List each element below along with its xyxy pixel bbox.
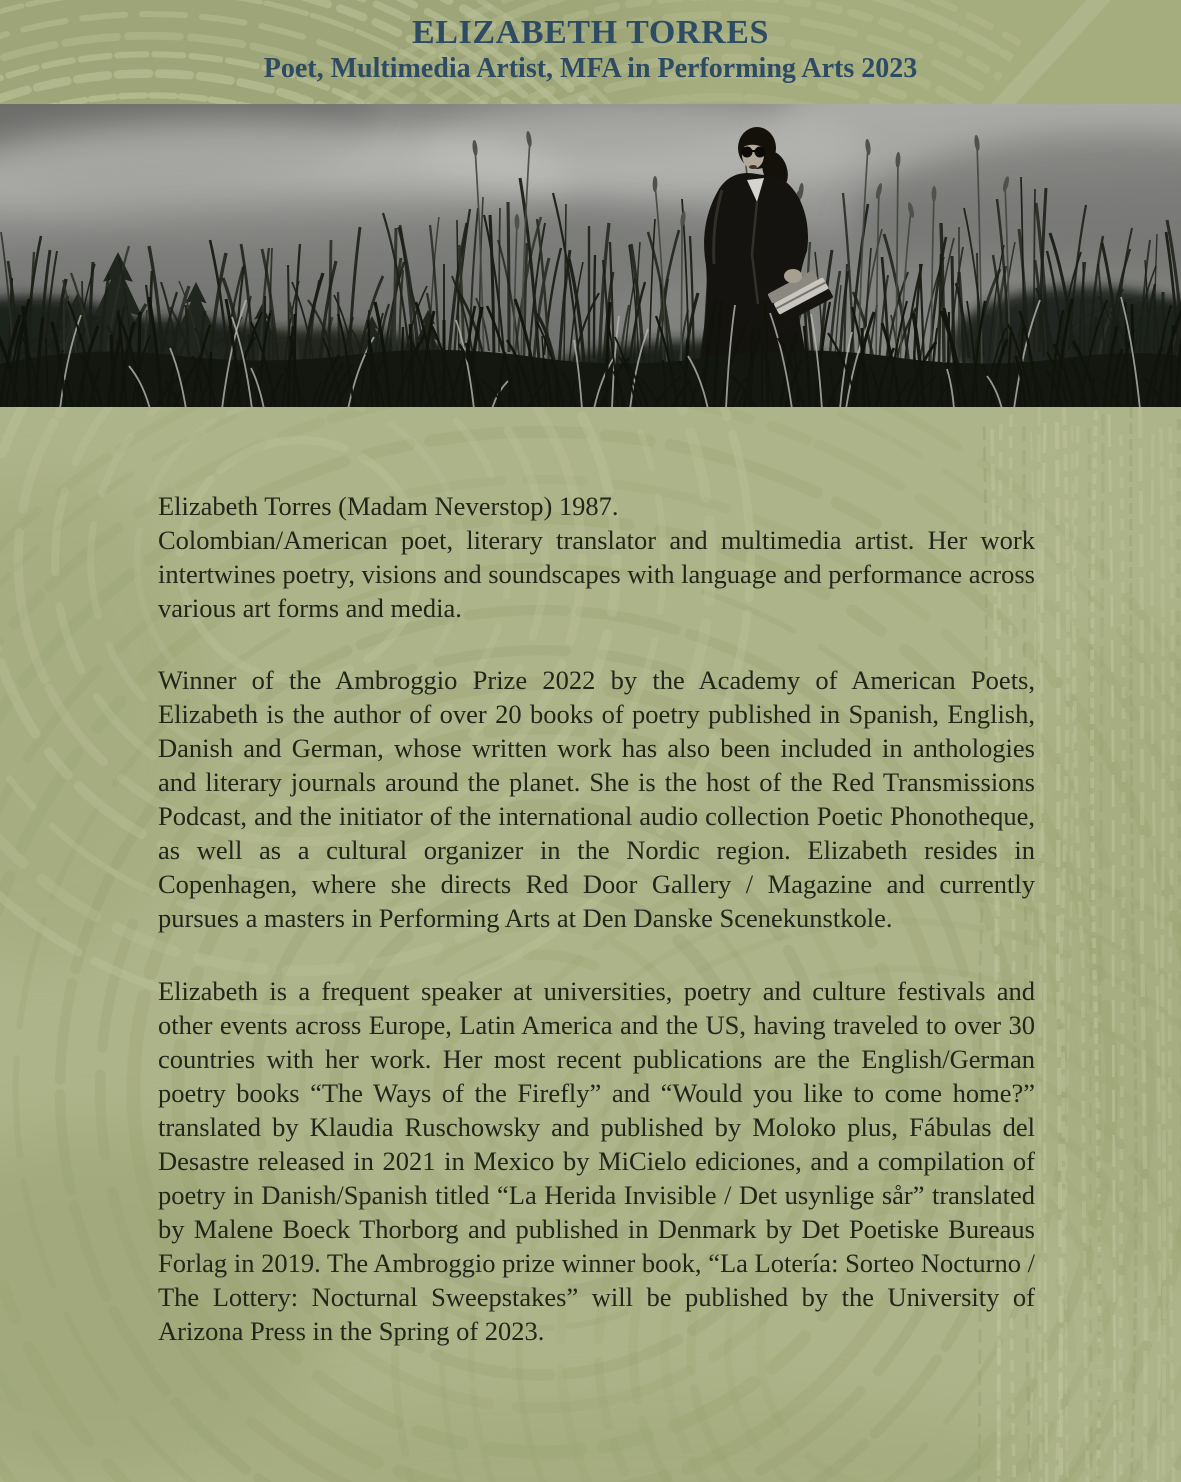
bio-paragraph-1 xyxy=(158,489,1035,625)
header xyxy=(0,0,1181,104)
hero-photo-illustration xyxy=(0,104,1181,407)
page-title: ELIZABETH TORRES xyxy=(412,14,769,51)
bio-name-year-line: Elizabeth Torres (Madam Neverstop) 1987. xyxy=(158,491,619,521)
bio-paragraph-3: Elizabeth is a frequent speaker at universities, poetry and culture festivals and other events across Europe, Latin America and the US, having traveled to over 30 countries with her work. Her most recent publications are the English/German poetry books “The Ways of the Firefly” and “Would you like to come home?” translated by Klaudia Ruschowsky and published by Moloko plus, Fábulas del Desastre released in 2021 in Mexico by MiCielo ediciones, and a compilation of poetry in Danish/Spanish titled “La Herida Invisible / Det usynlige sår” translated by Malene Boeck Thorborg and published in Denmark by Det Poetiske Bureaus Forlag in 2019. The Ambroggio prize winner book, “La Lotería: Sorteo Nocturno / The Lottery: Nocturnal Sweepstakes” will be published by the University of Arizona Press in the Spring of 2023. xyxy=(158,976,1035,1346)
hand xyxy=(784,269,802,283)
hero-photo xyxy=(0,104,1181,407)
bio-intro-text: Colombian/American poet, literary translator and multimedia artist. Her work intertwines poetry, visions and soundscapes with language and performance across various art forms and media. xyxy=(158,525,1035,623)
page-subtitle: Poet, Multimedia Artist, MFA in Performing Arts 2023 xyxy=(263,53,918,84)
bio-paragraph-2: Winner of the Ambroggio Prize 2022 by the Academy of American Poets, Elizabeth is the author of over 20 books of poetry published in Spanish, English, Danish and German, whose written work has also been included in anthologies and literary journals around the planet. She is the host of the Red Transmissions Podcast, and the initiator of the international audio collection Poetic Phonotheque, as well as a cultural organizer in the Nordic region. Elizabeth resides in Copenhagen, where she directs Red Door Gallery / Magazine and currently pursues a masters in Performing Arts at Den Danske Scenekunstkole. xyxy=(158,665,1035,933)
bio-text xyxy=(158,489,1035,1348)
lips xyxy=(749,165,757,169)
